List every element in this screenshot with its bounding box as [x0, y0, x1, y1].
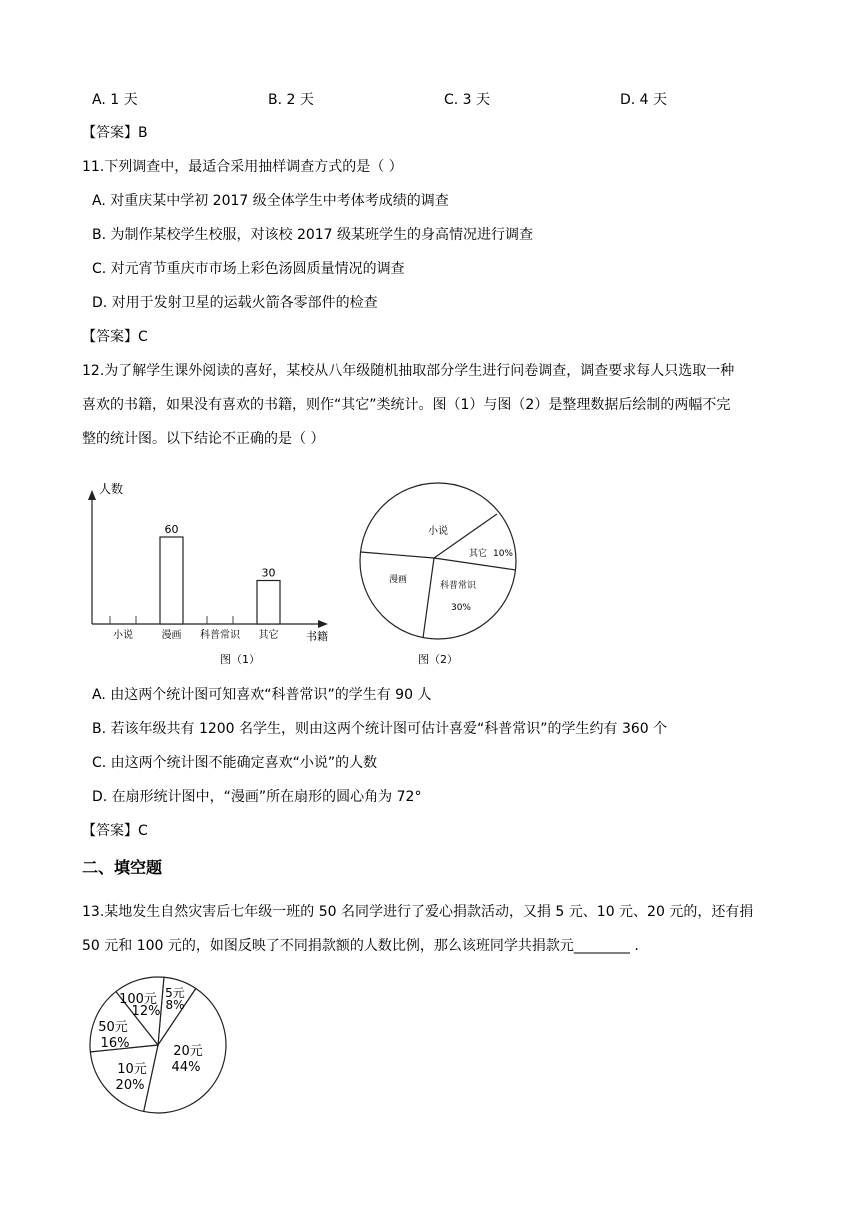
section-heading: 二、填空题: [82, 858, 163, 877]
bar-category-label: 科普常识: [200, 630, 240, 641]
pie-outline: [360, 483, 516, 639]
donation-label-20: 20元: [173, 1044, 203, 1059]
q11-answer: 【答案】C: [82, 329, 148, 345]
x-axis-arrow: [318, 620, 328, 628]
q13-stem-line-2: 50 元和 100 元的，如图反映了不同捐款额的人数比例，那么该班同学共捐款元________ .: [82, 938, 639, 954]
donation-pie-chart: [88, 975, 238, 1120]
donation-value-100: 12%: [131, 1004, 161, 1019]
q13-stem-line-1: 13.某地发生自然灾害后七年级一班的 50 名同学进行了爱心捐款活动，又捐 5 元、10 元、20 元的，还有捐: [82, 904, 754, 920]
donation-label-10: 10元: [117, 1062, 147, 1077]
pie-slice-label-manhua: 漫画: [388, 575, 408, 585]
q10-option-b: B. 2 天: [268, 92, 314, 108]
q10-answer: 【答案】B: [82, 125, 148, 141]
q12-option-c: C. 由这两个统计图不能确定喜欢“小说”的人数: [92, 755, 378, 771]
q12-option-a: A. 由这两个统计图可知喜欢“科普常识”的学生有 90 人: [92, 687, 432, 703]
q11-option-a: A. 对重庆某中学初 2017 级全体学生中考体考成绩的调查: [92, 193, 449, 209]
bar-category-label: 小说: [113, 630, 133, 641]
pie-slice-label-xiaoshuo: 小说: [428, 526, 448, 537]
q10-option-d: D. 4 天: [620, 92, 668, 108]
q12-option-b: B. 若该年级共有 1200 名学生，则由这两个统计图可估计喜爱“科普常识”的学生约有 360 个: [92, 721, 668, 737]
q11-option-d: D. 对用于发射卫星的运载火箭各零部件的检查: [92, 295, 378, 311]
figure-2-caption: 图（2）: [418, 653, 458, 666]
bar-qita: [257, 581, 280, 625]
q10-option-a: A. 1 天: [92, 92, 138, 108]
bar-category-label: 漫画: [161, 630, 182, 641]
bar-value-label-manhua: 60: [164, 523, 179, 536]
donation-value-50: 16%: [100, 1036, 130, 1051]
q12-answer: 【答案】C: [82, 823, 148, 839]
pie-slice-label-kepu: 科普常识: [439, 581, 477, 591]
donation-label-50: 50元: [98, 1020, 128, 1035]
pie-slice-value-kepu: 30%: [450, 603, 472, 613]
bar-manhua: [160, 537, 183, 624]
pie-slice-label-qita: 其它: [468, 549, 488, 559]
q12-option-d: D. 在扇形统计图中，“漫画”所在扇形的圆心角为 72°: [92, 789, 422, 805]
y-axis-arrow: [88, 490, 96, 500]
q11-option-b: B. 为制作某校学生校服，对该校 2017 级某班学生的身高情况进行调查: [92, 227, 534, 243]
donation-label-100: 100元: [119, 992, 157, 1007]
donation-value-20: 44%: [171, 1060, 201, 1075]
q12-stem-line-3: 整的统计图。以下结论不正确的是（ ）: [82, 431, 325, 447]
bar-xlabel: 书籍: [306, 630, 328, 643]
donation-label-5: 5元: [165, 986, 185, 1000]
q10-option-c: C. 3 天: [444, 92, 491, 108]
q11-stem: 11.下列调查中，最适合采用抽样调查方式的是（ ）: [82, 159, 403, 175]
bar-ylabel: 人数: [99, 482, 124, 496]
bar-value-label-qita: 30: [261, 566, 276, 580]
bar-chart-figure-1: [82, 476, 352, 671]
q11-option-c: C. 对元宵节重庆市市场上彩色汤圆质量情况的调查: [92, 261, 405, 277]
pie-chart-figure-2: [358, 476, 528, 671]
donation-value-10: 20%: [115, 1078, 145, 1093]
q12-stem-line-1: 12.为了解学生课外阅读的喜好，某校从八年级随机抽取部分学生进行问卷调查，调查要求每人只选取一种: [82, 363, 735, 379]
q12-stem-line-2: 喜欢的书籍，如果没有喜欢的书籍，则作“其它”类统计。图（1）与图（2）是整理数据后绘制的两幅不完: [82, 397, 731, 413]
figure-1-caption: 图（1）: [220, 653, 260, 666]
bar-category-label: 其它: [258, 630, 279, 641]
donation-value-5: 8%: [165, 998, 185, 1012]
pie-slice-value-qita: 10%: [492, 549, 514, 559]
